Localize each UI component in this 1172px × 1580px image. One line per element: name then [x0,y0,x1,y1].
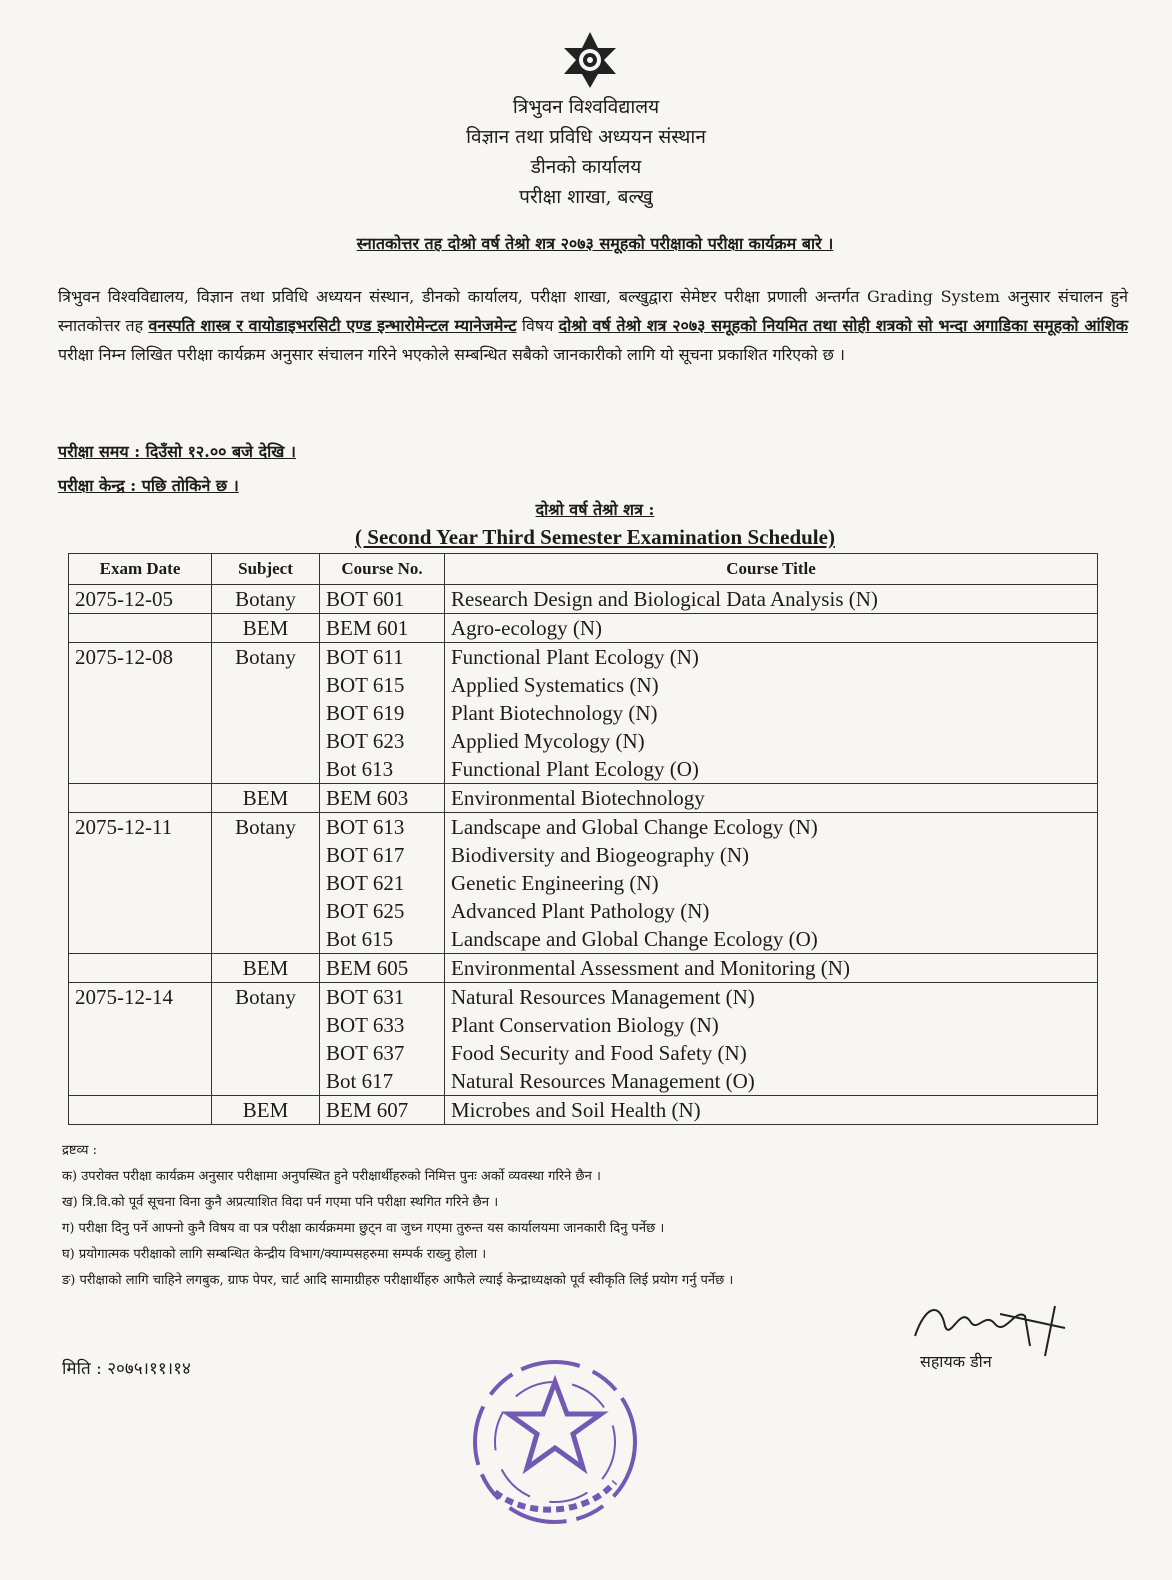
signatory-title: सहायक डीन [920,1352,992,1371]
issue-date: मिति : २०७५।११।१४ [62,1359,191,1379]
cell-exam-date [69,1096,212,1125]
course-title: Landscape and Global Change Ecology (O) [451,927,818,951]
cell-subject: Botany [212,813,320,954]
course-number: BOT 601 [326,587,405,611]
course-title: Functional Plant Ecology (N) [451,645,699,669]
note-item: क) उपरोक्त परीक्षा कार्यक्रम अनुसार परीक्षामा अनुपस्थित हुने परीक्षार्थीहरुको निमित्त पुनः अर्को व्यवस्था गरिने छैन । [62,1169,601,1184]
notice-subject: स्नातकोत्तर तह दोश्रो वर्ष तेश्रो शत्र २०७३ समूहको परीक्षाको परीक्षा कार्यक्रम बारे । [356,234,834,253]
table-row [69,813,1098,954]
body-batch: दोश्रो वर्ष तेश्रो शत्र २०७३ समूहको नियमित तथा सोही शत्रको सो भन्दा अगाडिका समूहको आंशिक [558,316,1128,335]
cell-course-no [320,813,445,954]
table-row [69,983,1098,1096]
table-row [69,954,1098,983]
course-title: Research Design and Biological Data Analysis (N) [451,587,878,611]
table-row [69,643,1098,784]
letterhead [0,92,1172,212]
exam-centre: परीक्षा केन्द्र : पछि तोकिने छ । [58,476,239,495]
course-number: BOT 637 [326,1041,405,1065]
course-title: Natural Resources Management (N) [451,985,755,1009]
table-header-row [69,554,1098,585]
course-title: Applied Systematics (N) [451,673,659,697]
cell-subject: Botany [212,983,320,1096]
course-number: BEM 601 [326,616,409,640]
cell-exam-date [69,614,212,643]
course-number: Bot 613 [326,757,394,781]
body-text-1: त्रिभुवन विश्वविद्यालय, विज्ञान तथा प्रविधि अध्ययन संस्थान, डीनको कार्यालय, परीक्षा शाखा, बल्खुद्वारा सेमेष्टर परीक्षा प्रणाली अन्तर्गत Grading System अनुसार संचालन हुने स्नातकोत्तर तह [58,287,1128,335]
cell-exam-date [69,784,212,813]
table-row [69,614,1098,643]
cell-course-no [320,643,445,784]
cell-course-title [445,585,1098,614]
cell-course-no [320,784,445,813]
cell-course-title [445,954,1098,983]
course-title: Microbes and Soil Health (N) [451,1098,701,1122]
course-number: BEM 605 [326,956,409,980]
office-name: डीनको कार्यालय [530,156,642,178]
course-title: Plant Conservation Biology (N) [451,1013,719,1037]
cell-exam-date: 2075-12-11 [69,813,212,954]
cell-subject: BEM [212,954,320,983]
course-number: BEM 603 [326,786,409,810]
course-title: Applied Mycology (N) [451,729,645,753]
cell-course-title [445,813,1098,954]
course-number: BOT 623 [326,729,405,753]
cell-course-no [320,585,445,614]
cell-exam-date: 2075-12-14 [69,983,212,1096]
course-title: Natural Resources Management (O) [451,1069,755,1093]
course-title: Environmental Biotechnology [451,786,705,810]
cell-course-title [445,643,1098,784]
table-body [69,585,1098,1125]
note-item: ग) परीक्षा दिनु पर्ने आफ्नो कुनै विषय वा पत्र परीक्षा कार्यक्रममा छुट्न वा जुध्न गएमा तुरुन्त यस कार्यालयमा जानकारी दिनु पर्नेछ । [62,1221,665,1236]
cell-subject: BEM [212,1096,320,1125]
course-title: Plant Biotechnology (N) [451,701,658,725]
tu-emblem-icon [560,30,620,90]
course-title: Functional Plant Ecology (O) [451,757,699,781]
course-number: Bot 615 [326,927,394,951]
note-item: घ) प्रयोगात्मक परीक्षाको लागि सम्बन्धित केन्द्रीय विभाग/क्याम्पसहरुमा सम्पर्क राख्नु होला । [62,1247,487,1262]
cell-subject: BEM [212,614,320,643]
institute-name: विज्ञान तथा प्रविधि अध्ययन संस्थान [466,126,706,148]
cell-course-no [320,614,445,643]
cell-course-no [320,1096,445,1125]
course-number: BEM 607 [326,1098,409,1122]
header-subject: Subject [212,554,320,585]
course-number: BOT 613 [326,815,405,839]
course-number: BOT 625 [326,899,405,923]
schedule-title: ( Second Year Third Semester Examination Schedule) [355,525,835,549]
exam-schedule-table [68,553,1098,1125]
header-course-title: Course Title [445,554,1098,585]
cell-course-no [320,983,445,1096]
course-number: BOT 631 [326,985,405,1009]
body-text-3: परीक्षा निम्न लिखित परीक्षा कार्यक्रम अनुसार संचालन गरिने भएकोले सम्बन्धित सबैको जानकारीको लागि यो सूचना प्रकाशित गरिएको छ । [58,345,845,364]
cell-exam-date: 2075-12-08 [69,643,212,784]
course-title: Advanced Plant Pathology (N) [451,899,710,923]
cell-subject: Botany [212,585,320,614]
cell-course-title [445,784,1098,813]
course-title: Environmental Assessment and Monitoring (N) [451,956,850,980]
cell-subject: Botany [212,643,320,784]
office-stamp-icon [455,1342,655,1542]
course-number: BOT 633 [326,1013,405,1037]
course-number: BOT 621 [326,871,405,895]
cell-course-title [445,614,1098,643]
course-title: Food Security and Food Safety (N) [451,1041,747,1065]
cell-exam-date [69,954,212,983]
table-row [69,585,1098,614]
notes-section [62,1138,1142,1294]
notes-heading: द्रष्टव्य : [62,1143,97,1158]
section-name: परीक्षा शाखा, बल्खु [519,186,653,208]
semester-title: दोश्रो वर्ष तेश्रो शत्र : [535,500,655,519]
cell-subject: BEM [212,784,320,813]
course-number: BOT 617 [326,843,405,867]
table-row [69,784,1098,813]
note-item: ख) त्रि.वि.को पूर्व सूचना विना कुनै अप्रत्याशित विदा पर्न गएमा पनि परीक्षा स्थगित गरिने छैन । [62,1195,499,1210]
cell-course-title [445,983,1098,1096]
note-item: ङ) परीक्षाको लागि चाहिने लगबुक, ग्राफ पेपर, चार्ट आदि सामाग्रीहरु परीक्षार्थीहरु आफैले ल्याई केन्द्राध्यक्षको पूर्व स्वीकृति लिई प्रयोग गर्नु पर्नेछ । [62,1273,734,1288]
course-title: Genetic Engineering (N) [451,871,659,895]
cell-course-no [320,954,445,983]
body-subjects: वनस्पति शास्त्र र वायोडाइभरसिटी एण्ड इन्भारोमेन्टल म्यानेजमेन्ट [148,316,517,335]
course-title: Agro-ecology (N) [451,616,603,640]
course-number: BOT 615 [326,673,405,697]
course-number: BOT 611 [326,645,404,669]
notice-body [58,282,1128,369]
university-name: त्रिभुवन विश्वविद्यालय [512,96,660,118]
body-text-2: विषय [516,316,559,335]
course-number: Bot 617 [326,1069,394,1093]
course-number: BOT 619 [326,701,405,725]
table-row [69,1096,1098,1125]
cell-course-title [445,1096,1098,1125]
header-course-no: Course No. [320,554,445,585]
cell-exam-date: 2075-12-05 [69,585,212,614]
course-title: Biodiversity and Biogeography (N) [451,843,750,867]
exam-time: परीक्षा समय : दिउँसो १२.०० बजे देखि । [58,442,296,461]
course-title: Landscape and Global Change Ecology (N) [451,815,818,839]
header-exam-date: Exam Date [69,554,212,585]
